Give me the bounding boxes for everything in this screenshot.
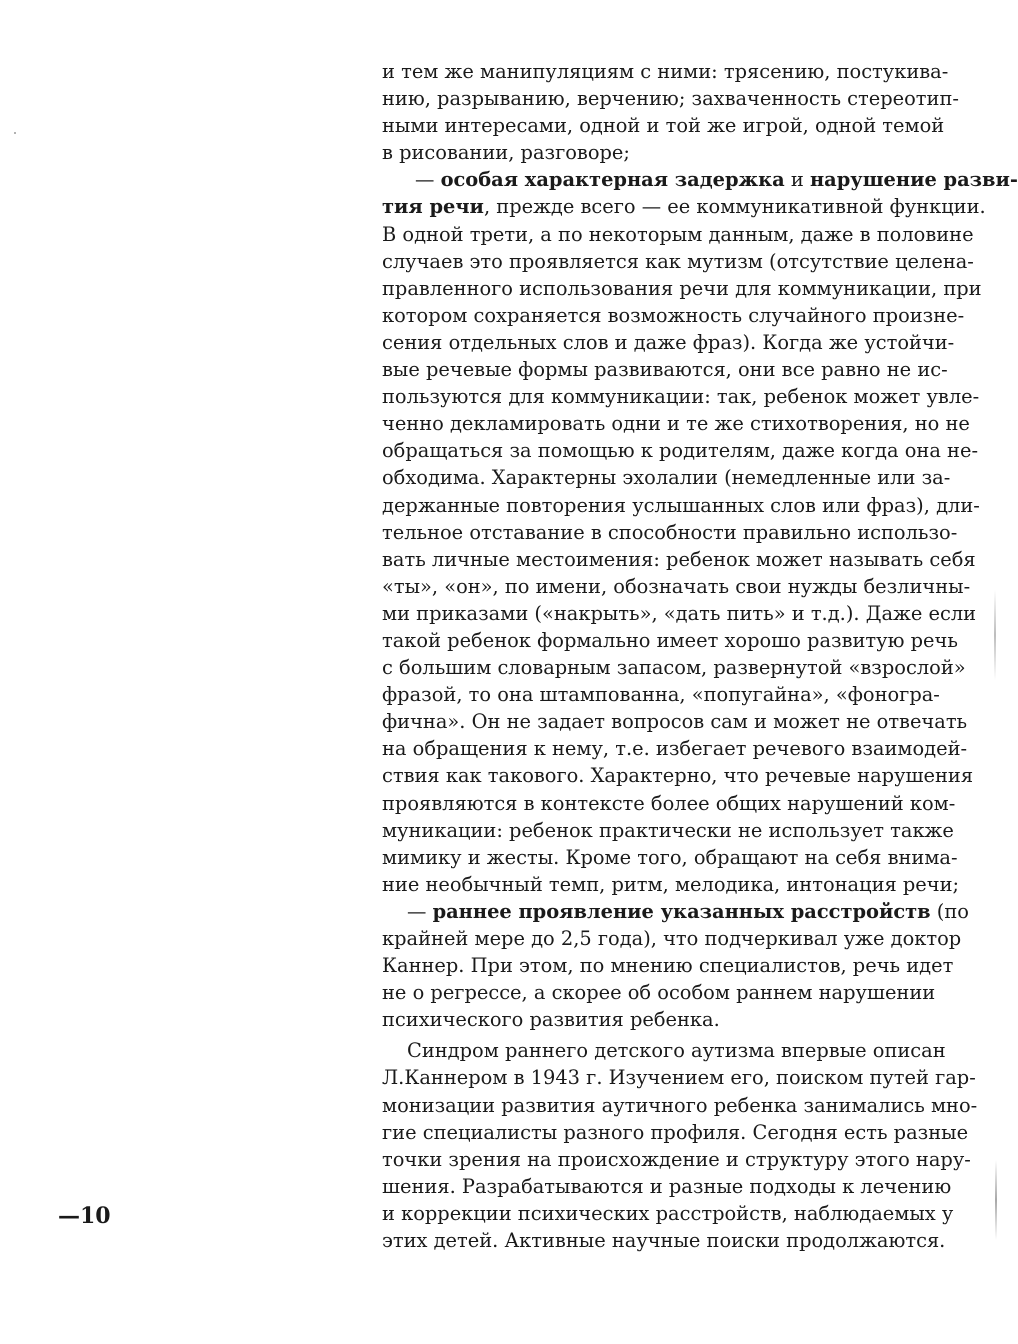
- conjunction: и: [784, 168, 810, 192]
- text-line: случаев это проявляется как мутизм (отсутствие целена-: [382, 249, 974, 273]
- text-line: ченно декламировать одни и те же стихотворения, но не: [382, 412, 970, 436]
- text-line: [382, 193, 986, 220]
- list-item-speech-delay-heading: [382, 166, 1018, 193]
- text-line: Л.Каннером в 1943 г. Изучением его, поиском путей гар-: [382, 1066, 976, 1090]
- text-line: не о регрессе, а скорее об особом раннем нарушении: [382, 981, 936, 1005]
- text-column: [382, 58, 1018, 1254]
- text-line: этих детей. Активные научные поиски продолжаются.: [382, 1229, 946, 1253]
- text-line: психического развития ребенка.: [382, 1008, 720, 1032]
- list-item-early-onset-heading: [382, 898, 972, 925]
- text-run: , прежде всего — ее коммуникативной функции.: [483, 195, 986, 219]
- text-line: котором сохраняется возможность случайного произне-: [382, 303, 965, 327]
- bold-term: раннее проявление указанных расстройств: [432, 899, 931, 923]
- text-line: в рисовании, разговоре;: [382, 141, 630, 165]
- paragraph-first-line: Синдром раннего детского аутизма впервые описан: [407, 1039, 946, 1063]
- text-line: монизации развития аутичного ребенка занимались мно-: [382, 1093, 978, 1117]
- text-line: фразой, то она штампованна, «попугайна», «фоногра-: [382, 683, 940, 707]
- text-line: ными интересами, одной и той же игрой, одной темой: [382, 114, 945, 138]
- text-line: сения отдельных слов и даже фраз). Когда же устойчи-: [382, 330, 955, 354]
- text-line: пользуются для коммуникации: так, ребенок может увле-: [382, 385, 980, 409]
- text-line: держанные повторения услышанных слов или фраз), дли-: [382, 493, 980, 517]
- text-run: (по: [930, 899, 969, 923]
- text-line: мимику и жесты. Кроме того, обращают на себя внима-: [382, 845, 958, 869]
- text-line: ние необычный темп, ритм, мелодика, интонация речи;: [382, 872, 960, 896]
- text-line: ствия как такового. Характерно, что речевые нарушения: [382, 764, 974, 788]
- text-line: «ты», «он», по имени, обозначать свои нужды безличны-: [382, 574, 971, 598]
- bold-term: нарушение разви-: [809, 168, 1018, 192]
- text-line: проявляются в контексте более общих нарушений ком-: [382, 791, 956, 815]
- text-line: фична». Он не задает вопросов сам и может не отвечать: [382, 710, 968, 734]
- bold-term: тия речи: [382, 195, 484, 219]
- scan-edge-shadow-lower: [995, 1160, 997, 1240]
- scan-speck: [14, 132, 16, 134]
- dash: —: [407, 899, 433, 923]
- bold-term: особая характерная задержка: [440, 168, 785, 192]
- text-line: вать личные местоимения: ребенок может называть себя: [382, 547, 976, 571]
- text-line: и тем же манипуляциям с ними: трясению, постукива-: [382, 60, 949, 83]
- page-number: —10: [58, 1203, 111, 1229]
- text-line: и коррекции психических расстройств, наблюдаемых у: [382, 1201, 954, 1225]
- text-line: обходима. Характерны эхолалии (немедленные или за-: [382, 466, 951, 490]
- text-line: муникации: ребенок практически не использует также: [382, 818, 954, 842]
- text-line: ми приказами («накрыть», «дать пить» и т.д.). Даже если: [382, 601, 977, 625]
- text-line: такой ребенок формально имеет хорошо развитую речь: [382, 628, 958, 652]
- text-line: точки зрения на происхождение и структуру этого нару-: [382, 1147, 971, 1171]
- text-line: нию, разрыванию, верчению; захваченность стереотип-: [382, 87, 959, 111]
- text-line: правленного использования речи для коммуникации, при: [382, 276, 982, 300]
- text-line: Каннер. При этом, по мнению специалистов, речь идет: [382, 954, 954, 978]
- text-line: шения. Разрабатываются и разные подходы к лечению: [382, 1174, 952, 1198]
- scan-edge-shadow: [994, 590, 996, 680]
- text-line: В одной трети, а по некоторым данным, даже в половине: [382, 222, 974, 246]
- text-line: тельное отставание в способности правильно использо-: [382, 520, 958, 544]
- text-line: гие специалисты разного профиля. Сегодня есть разные: [382, 1120, 969, 1144]
- text-line: на обращения к нему, т.е. избегает речевого взаимодей-: [382, 737, 968, 761]
- dash: —: [415, 168, 441, 192]
- text-line: вые речевые формы развиваются, они все равно не ис-: [382, 358, 948, 382]
- text-line: крайней мере до 2,5 года), что подчеркивал уже доктор: [382, 927, 962, 950]
- text-line: обращаться за помощью к родителям, даже когда она не-: [382, 439, 978, 463]
- text-line: с большим словарным запасом, развернутой «взрослой»: [382, 656, 966, 680]
